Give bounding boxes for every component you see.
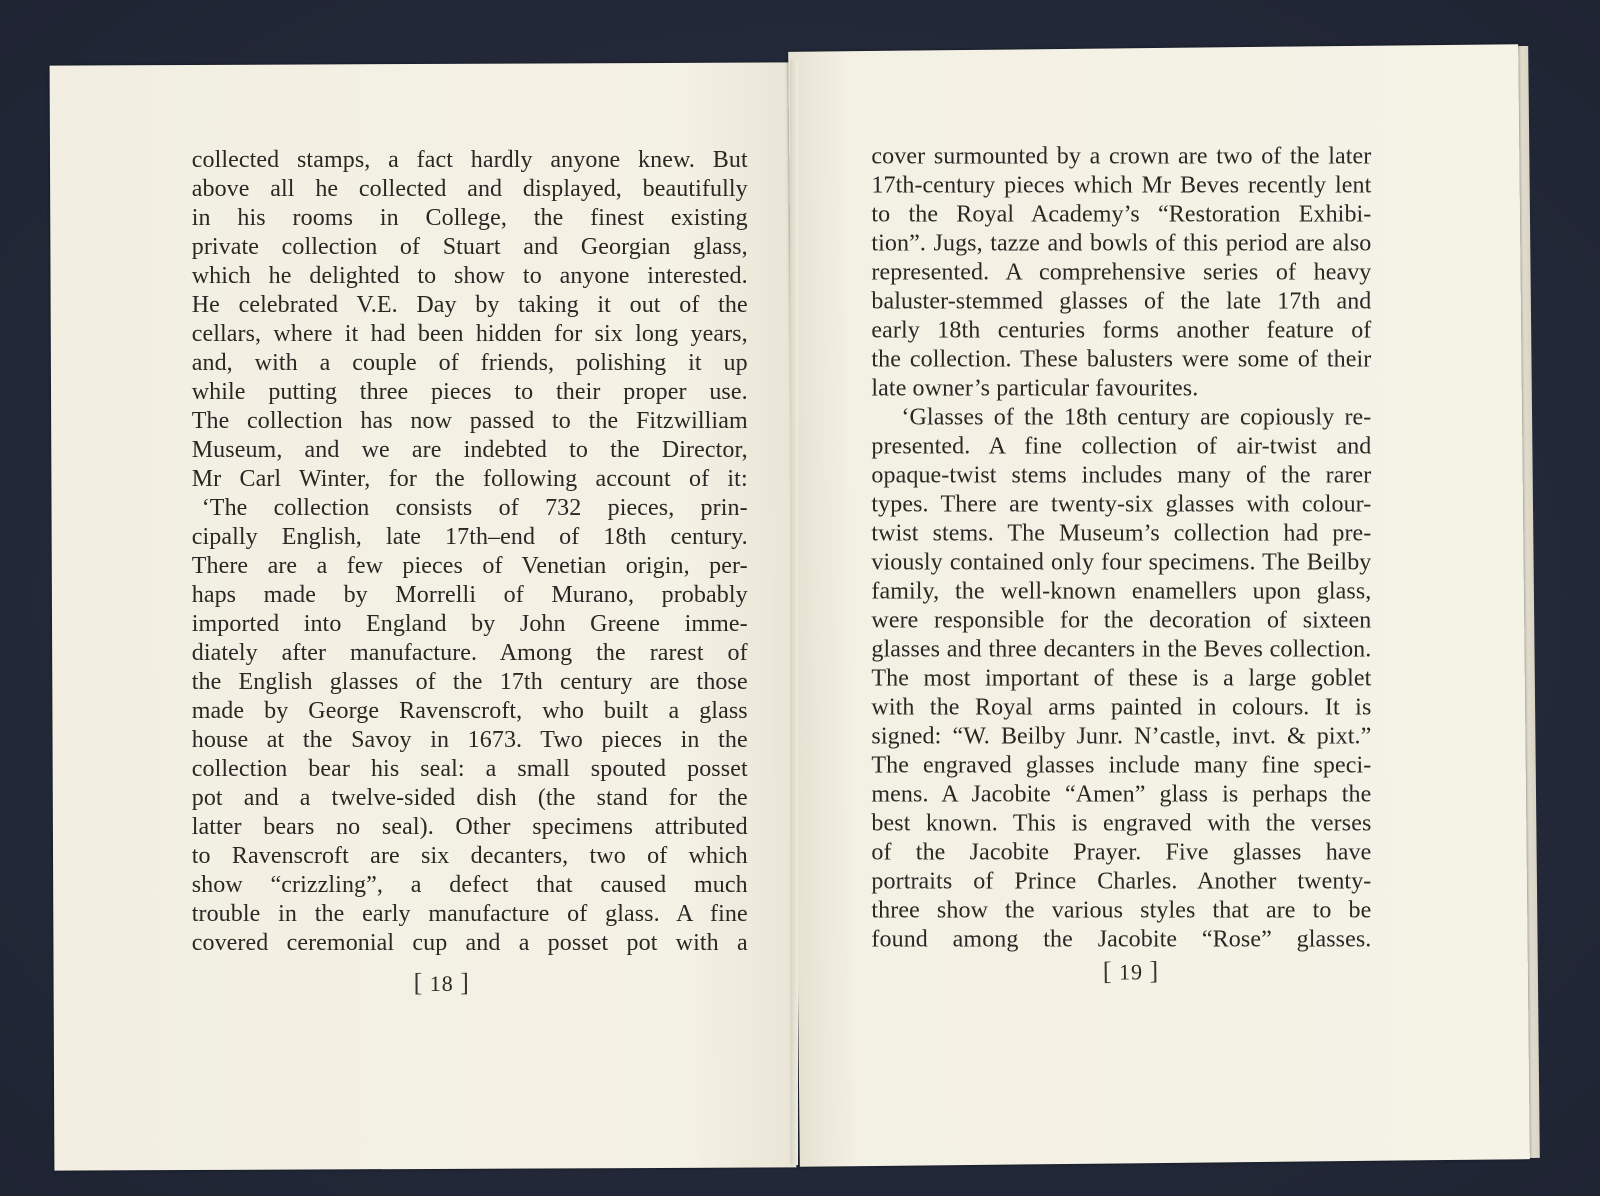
text-line: covered ceremonial cup and a posset pot with a: [191, 929, 748, 956]
text-line: collection bear his seal: a small spouted posset: [191, 755, 748, 782]
text-line: the collection. These balusters were some of their: [871, 346, 1372, 373]
text-line: viously contained only four specimens. The Beilby: [871, 549, 1372, 576]
text-line: The engraved glasses include many fine speci-: [871, 752, 1372, 779]
right-page: [788, 44, 1530, 1167]
text-line: 17th-century pieces which Mr Beves recently lent: [871, 172, 1372, 199]
text-line: Mr Carl Winter, for the following account of it:: [191, 465, 748, 492]
text-line: best known. This is engraved with the verses: [871, 810, 1372, 837]
text-line: three show the various styles that are to be: [871, 897, 1372, 924]
left-bracket-icon: [: [413, 968, 424, 998]
text-line: signed: “W. Beilby Junr. N’castle, invt. & pixt.”: [871, 723, 1372, 750]
text-line: ‘The collection consists of 732 pieces, prin-: [201, 494, 748, 521]
text-line: The most important of these is a large goblet: [871, 665, 1372, 692]
right-bracket-icon: ]: [1149, 956, 1160, 986]
text-line: with the Royal arms painted in colours. It is: [871, 694, 1372, 721]
right-page-text: [871, 142, 1371, 954]
text-line: late owner’s particular favourites.: [871, 375, 1199, 402]
right-bracket-icon: ]: [460, 967, 471, 997]
text-line: while putting three pieces to their proper use.: [191, 378, 748, 405]
text-line: haps made by Morrelli of Murano, probably: [191, 581, 748, 608]
page-number-text: 18: [429, 970, 454, 996]
text-line: found among the Jacobite “Rose” glasses.: [871, 926, 1372, 953]
text-line: house at the Savoy in 1673. Two pieces in the: [191, 726, 748, 753]
text-line: diately after manufacture. Among the rarest of: [191, 639, 748, 666]
text-line: imported into England by John Greene imme-: [191, 610, 748, 637]
text-line: portraits of Prince Charles. Another twenty-: [871, 868, 1372, 895]
text-line: ‘Glasses of the 18th century are copiously re-: [901, 404, 1372, 431]
text-line: of the Jacobite Prayer. Five glasses have: [871, 839, 1372, 866]
left-bracket-icon: [: [1102, 956, 1113, 986]
text-line: There are a few pieces of Venetian origin, per-: [191, 552, 748, 579]
text-line: cipally English, late 17th–end of 18th century.: [191, 523, 748, 550]
text-line: opaque-twist stems includes many of the rarer: [871, 462, 1372, 489]
text-line: The collection has now passed to the Fitzwilliam: [191, 407, 748, 434]
text-line: cellars, where it had been hidden for six long years,: [191, 320, 748, 347]
text-line: and, with a couple of friends, polishing it up: [191, 349, 748, 376]
text-line: trouble in the early manufacture of glass. A fine: [191, 900, 748, 927]
left-page: [50, 62, 797, 1170]
text-line: cover surmounted by a crown are two of the later: [871, 143, 1372, 170]
text-line: collected stamps, a fact hardly anyone knew. But: [191, 146, 748, 173]
text-line: latter bears no seal). Other specimens attributed: [191, 813, 748, 840]
page-number-right: [1103, 956, 1160, 987]
text-line: mens. A Jacobite “Amen” glass is perhaps the: [871, 781, 1372, 808]
left-page-text: [192, 146, 748, 958]
text-line: represented. A comprehensive series of heavy: [871, 259, 1372, 286]
text-line: private collection of Stuart and Georgian glass,: [191, 233, 748, 260]
text-line: tion”. Jugs, tazze and bowls of this period are also: [871, 230, 1372, 257]
text-line: which he delighted to show to anyone interested.: [191, 262, 748, 289]
text-line: family, the well-known enamellers upon glass,: [871, 578, 1372, 605]
text-line: to the Royal Academy’s “Restoration Exhibi-: [871, 201, 1372, 228]
text-line: above all he collected and displayed, beautifully: [191, 175, 748, 202]
page-number-text: 19: [1118, 959, 1144, 985]
text-line: the English glasses of the 17th century are those: [191, 668, 748, 695]
text-line: early 18th centuries forms another feature of: [871, 317, 1372, 344]
text-line: in his rooms in College, the finest existing: [191, 204, 748, 231]
book-gutter: [790, 60, 798, 1165]
text-line: twist stems. The Museum’s collection had pre-: [871, 520, 1372, 547]
text-line: show “crizzling”, a defect that caused much: [191, 871, 748, 898]
page-number-left: [414, 968, 470, 998]
text-line: types. There are twenty-six glasses with colour-: [871, 491, 1372, 518]
text-line: Museum, and we are indebted to the Director,: [191, 436, 748, 463]
text-line: baluster-stemmed glasses of the late 17th and: [871, 288, 1372, 315]
text-line: presented. A fine collection of air-twist and: [871, 433, 1372, 460]
text-line: He celebrated V.E. Day by taking it out of the: [191, 291, 748, 318]
text-line: glasses and three decanters in the Beves collection.: [871, 636, 1372, 663]
text-line: to Ravenscroft are six decanters, two of which: [191, 842, 748, 869]
text-line: pot and a twelve-sided dish (the stand for the: [191, 784, 748, 811]
text-line: made by George Ravenscroft, who built a glass: [191, 697, 748, 724]
text-line: were responsible for the decoration of sixteen: [871, 607, 1372, 634]
